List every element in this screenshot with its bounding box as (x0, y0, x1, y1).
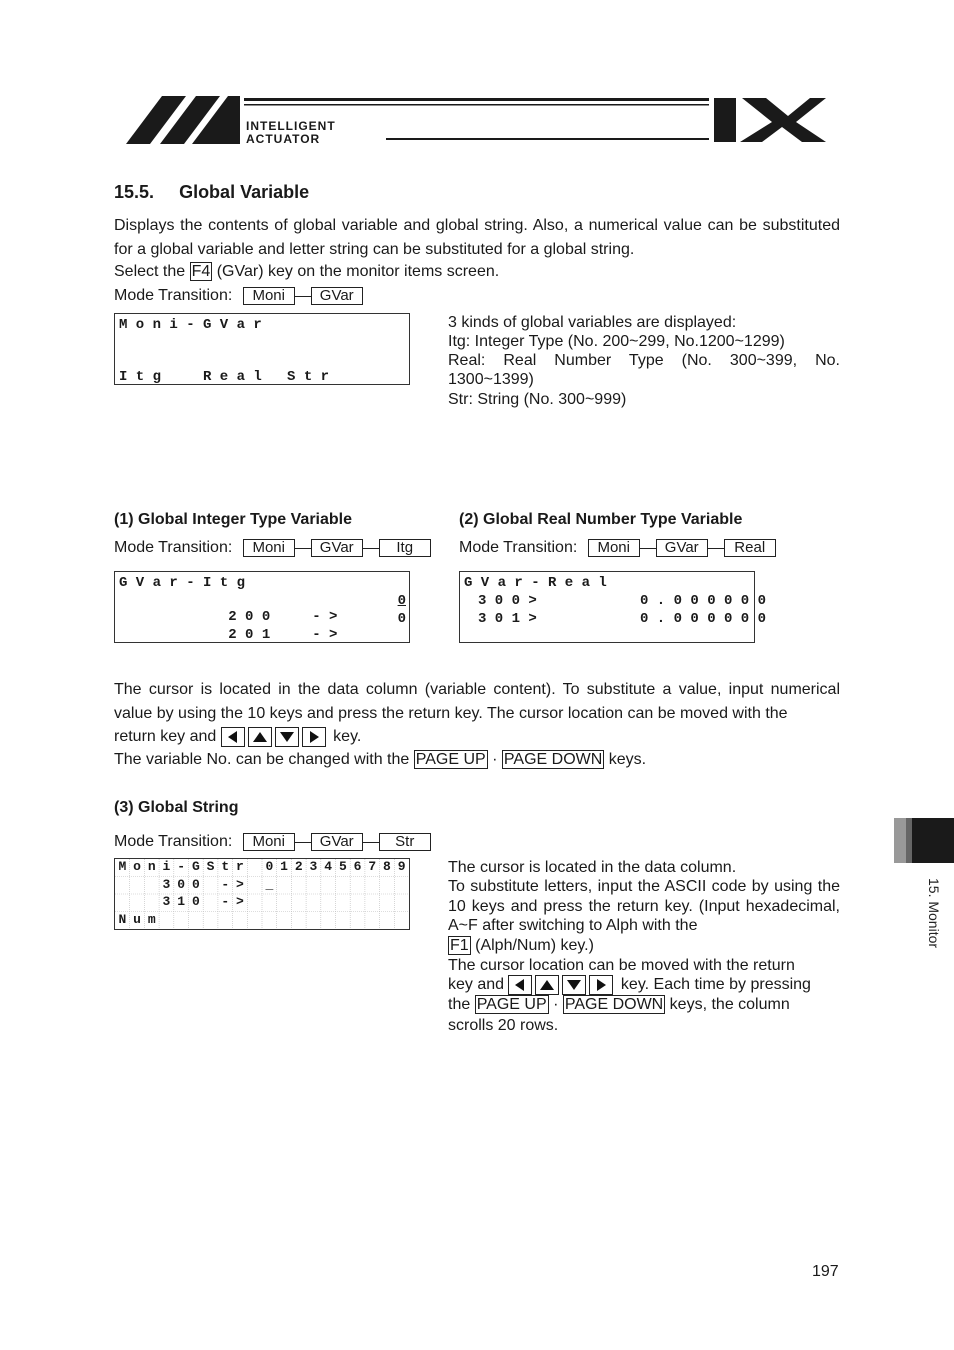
lcd-char: t (221, 859, 230, 874)
lcd-char: r (236, 859, 244, 874)
var-no: 301> (478, 611, 546, 627)
lcd-char: i (162, 859, 171, 874)
lcd-char: 8 (383, 859, 391, 874)
header-logo (126, 94, 830, 146)
lcd-char: 1 (177, 894, 186, 909)
lcd-char: - (221, 876, 230, 892)
string-line (448, 995, 790, 1015)
string-line: To substitute letters, input the ASCII code by using the 10 keys and press the return key. (Input hexadecimal, A~F after switching to Alph with the (448, 878, 840, 934)
page-up-key: PAGE UP (415, 751, 486, 768)
lcd-char: 9 (397, 859, 406, 874)
sub2-num: (2) (459, 511, 479, 528)
up-arrow-icon (248, 727, 272, 747)
var-value: 0 (397, 611, 406, 627)
string-f1-post: (Alph/Num) key.) (470, 937, 594, 954)
mode-label: Mode Transition: (114, 539, 233, 556)
lcd-char: n (147, 859, 156, 874)
f4-key: F4 (191, 263, 211, 280)
sub2-heading (459, 510, 742, 530)
page-dot: · (487, 751, 502, 768)
select-post: (GVar) key on the monitor items screen. (212, 263, 500, 280)
string-line (448, 936, 594, 956)
var-value: 0 (397, 593, 406, 609)
mode-step: GVar (311, 833, 363, 851)
brand-line1: INTELLIGENT (246, 119, 336, 133)
lcd-char: 0 (177, 876, 186, 892)
lcd-char: > (236, 894, 244, 909)
brand-line2: ACTUATOR (246, 132, 321, 146)
lcd-char: 6 (353, 859, 362, 874)
page-post: keys. (604, 751, 647, 768)
lcd-char: 5 (338, 859, 347, 874)
var-no: 200 (228, 609, 279, 625)
lcd-char: 3 (309, 859, 318, 874)
lcd-char: M (118, 859, 127, 874)
lcd-char: u (133, 911, 141, 927)
page-down-key: PAGE DOWN (503, 751, 603, 768)
mode-label: Mode Transition: (114, 833, 233, 850)
lcd-line: GVar-Real (464, 575, 616, 591)
kinds-line: Itg: Integer Type (No. 200~299, No.1200~1299) (448, 333, 785, 350)
string-page-post: keys, the column (665, 996, 790, 1013)
mode-label: Mode Transition: (459, 539, 578, 556)
left-arrow-icon (221, 727, 245, 747)
lcd-char: 0 (191, 894, 200, 909)
kinds-line: Str: String (No. 300~999) (448, 391, 627, 408)
lcd-char: 4 (324, 859, 333, 874)
cursor-paragraph: The cursor is located in the data column (variable content). To substitute a value, input numerical value by using the 10 keys and press the return key. The cursor location can be moved with the (114, 681, 840, 722)
lcd-line: Itg Real Str (119, 369, 338, 385)
mode-step: Itg (379, 539, 431, 557)
down-arrow-icon (275, 727, 299, 747)
mode-step: Str (379, 833, 431, 851)
lcd-line: GVar-Itg (119, 575, 254, 591)
f1-key: F1 (450, 937, 469, 954)
lcd-char: S (206, 859, 215, 874)
lcd-char: o (133, 859, 141, 874)
lcd-char: m (147, 911, 156, 927)
lcd-char: - (221, 894, 230, 909)
mode-step: GVar (311, 539, 363, 557)
lcd-char: 0 (191, 876, 200, 892)
mode-step: Moni (243, 287, 295, 305)
lcd-char: 0 (265, 859, 274, 874)
mode-step: GVar (311, 287, 363, 305)
mode-step: Moni (243, 833, 295, 851)
lcd-string (114, 858, 410, 930)
ia-logo-icon (126, 94, 830, 146)
intro-paragraph: Displays the contents of global variable and global string. Also, a numerical value can be substituted for a global variable and letter string can be substituted for a global string. (114, 217, 840, 258)
mode-step: Real (724, 539, 776, 557)
right-arrow-icon (302, 727, 326, 747)
string-line (448, 975, 840, 995)
lcd-char: 1 (280, 859, 288, 874)
lcd-char: N (118, 911, 127, 927)
lcd-main (114, 313, 410, 385)
var-no: 300> (478, 593, 546, 609)
string-key-pre: key and (448, 976, 509, 994)
kinds-line: 3 kinds of global variables are displayed: (448, 314, 737, 331)
mode-step: GVar (656, 539, 708, 557)
page-pre: The variable No. can be changed with the (114, 751, 414, 768)
lcd-char: _ (265, 876, 274, 892)
mode-transition-str (114, 832, 431, 852)
right-arrow-icon (589, 975, 613, 995)
down-arrow-icon (562, 975, 586, 995)
section-title: Global Variable (179, 182, 310, 202)
string-line: The cursor is located in the data column. (448, 859, 737, 876)
side-tab-label: 15. Monitor (926, 878, 942, 949)
select-pre: Select the (114, 263, 190, 280)
sub1-num: (1) (114, 511, 134, 528)
section-heading (114, 181, 309, 203)
sub3-num: (3) (114, 799, 134, 816)
string-line: scrolls 20 rows. (448, 1017, 559, 1034)
cursor-line-end (114, 726, 361, 748)
lcd-char: 3 (162, 876, 171, 892)
sub3-title: Global String (138, 799, 239, 816)
lcd-char: G (191, 859, 200, 874)
lcd-char: 3 (162, 894, 171, 909)
var-value: 0.000000 (640, 611, 775, 627)
lcd-real (459, 571, 775, 643)
left-arrow-icon (508, 975, 532, 995)
page-down-key: PAGE DOWN (564, 996, 664, 1013)
var-arrow: -> (312, 609, 346, 625)
string-page-dot: · (548, 996, 563, 1013)
var-value: 0.000000 (640, 593, 775, 609)
lcd-char: > (236, 876, 244, 892)
page-number: 197 (812, 1263, 839, 1280)
kinds-line: Real: Real Number Type (No. 300~399, No. 1300~1399) (448, 352, 840, 388)
lcd-itg (114, 571, 410, 643)
cursor-line-pre: return key and (114, 728, 221, 745)
mode-step: Moni (243, 539, 295, 557)
string-page-pre: the (448, 996, 475, 1013)
page-up-key: PAGE UP (476, 996, 547, 1013)
mode-transition-main (114, 286, 363, 306)
mode-transition-itg (114, 538, 431, 558)
up-arrow-icon (535, 975, 559, 995)
select-line (114, 262, 499, 282)
sub2-title: Global Real Number Type Variable (483, 511, 743, 528)
sub3-heading (114, 798, 238, 818)
lcd-char: 7 (368, 859, 377, 874)
sub1-title: Global Integer Type Variable (138, 511, 353, 528)
side-tab-marker (894, 818, 954, 863)
string-line: The cursor location can be moved with the return (448, 957, 795, 974)
mode-transition-real (459, 538, 776, 558)
page-keys-line (114, 750, 646, 770)
mode-step: Moni (588, 539, 640, 557)
cursor-line-post: key. (328, 728, 362, 745)
lcd-char: 2 (294, 859, 303, 874)
var-no: 201 (228, 627, 279, 643)
lcd-char: - (177, 859, 186, 874)
lcd-row (161, 611, 346, 659)
mode-label: Mode Transition: (114, 287, 233, 304)
var-arrow: -> (312, 627, 346, 643)
sub1-heading (114, 510, 352, 530)
lcd-line: Moni-GVar (119, 317, 271, 333)
section-number: 15.5. (114, 182, 155, 202)
string-key-post: key. Each time by pressing (616, 976, 811, 994)
